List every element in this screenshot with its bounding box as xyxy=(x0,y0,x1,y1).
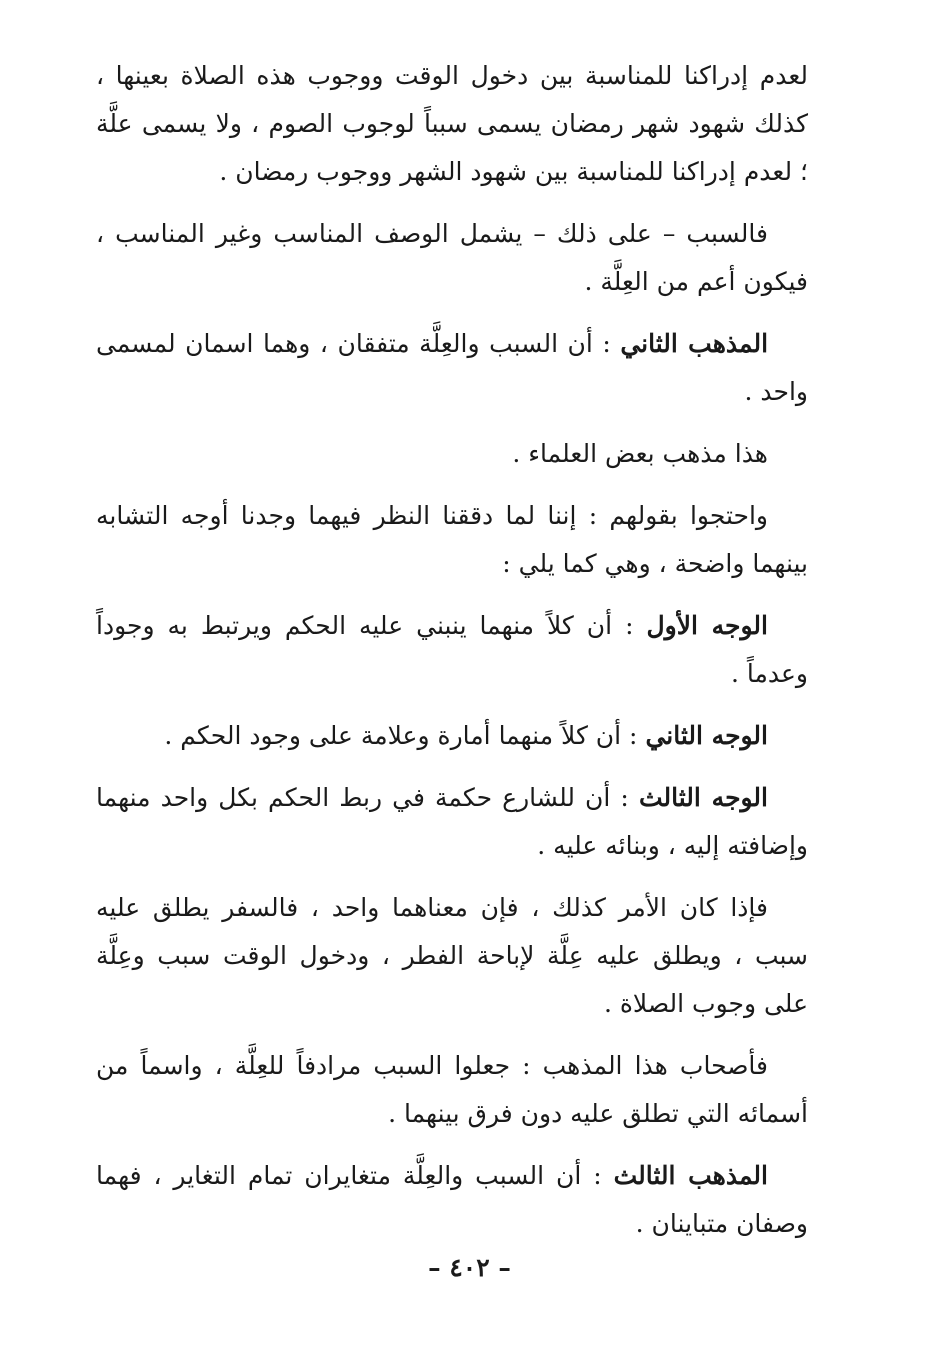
paragraph-11-text: : أن السبب والعِلَّة متغايران تمام التغاير ، فهما وصفان متباينان . xyxy=(96,1161,808,1238)
paragraph-6-text: : أن كلاً منهما ينبني عليه الحكم ويرتبط به وجوداً وعدماً . xyxy=(96,611,808,688)
heading-third-school: المذهب الثالث xyxy=(613,1161,768,1190)
paragraph-3-text: : أن السبب والعِلَّة متفقان ، وهما اسمان لمسمى واحد . xyxy=(96,329,808,406)
heading-second-aspect: الوجه الثاني xyxy=(645,721,768,750)
paragraph-9-text: فإذا كان الأمر كذلك ، فإن معناهما واحد ، فالسفر يطلق عليه سبب ، ويطلق عليه عِلَّة لإباحة الفطر ، ودخول الوقت سبب وعِلَّة على وجوب الصلاة . xyxy=(96,893,808,1018)
paragraph-1 xyxy=(96,52,808,196)
paragraph-10-text: فأصحاب هذا المذهب : جعلوا السبب مرادفاً للعِلَّة ، واسماً من أسمائه التي تطلق عليه دون فرق بينهما . xyxy=(96,1051,808,1128)
paragraph-11 xyxy=(96,1152,808,1248)
heading-second-school: المذهب الثاني xyxy=(620,329,769,358)
paragraph-8 xyxy=(96,774,808,870)
paragraph-9 xyxy=(96,884,808,1028)
paragraph-5 xyxy=(96,492,808,588)
paragraph-5-text: واحتجوا بقولهم : إننا لما دققنا النظر فيهما وجدنا أوجه التشابه بينهما واضحة ، وهي كما يلي : xyxy=(96,501,808,578)
heading-first-aspect: الوجه الأول xyxy=(646,611,768,640)
paragraph-4 xyxy=(96,430,808,478)
paragraph-3 xyxy=(96,320,808,416)
body-text xyxy=(96,52,808,1262)
paragraph-6 xyxy=(96,602,808,698)
paragraph-10 xyxy=(96,1042,808,1138)
paragraph-7-text: : أن كلاً منهما أمارة وعلامة على وجود الحكم . xyxy=(164,721,646,750)
paragraph-4-text: هذا مذهب بعض العلماء . xyxy=(512,439,768,468)
paragraph-7 xyxy=(96,712,808,760)
paragraph-2 xyxy=(96,210,808,306)
paragraph-2-text: فالسبب – على ذلك – يشمل الوصف المناسب وغير المناسب ، فيكون أعم من العِلَّة . xyxy=(96,219,808,296)
page-number: – ٤٠٢ – xyxy=(428,1253,511,1282)
paragraph-8-text: : أن للشارع حكمة في ربط الحكم بكل واحد منهما وإضافته إليه ، وبنائه عليه . xyxy=(96,783,808,860)
heading-third-aspect: الوجه الثالث xyxy=(638,783,768,812)
paragraph-1-text: لعدم إدراكنا للمناسبة بين دخول الوقت ووجوب هذه الصلاة بعينها ، كذلك شهود شهر رمضان يسمى سبباً لوجوب الصوم ، ولا يسمى علَّة ؛ لعدم إدراكنا للمناسبة بين شهود الشهر ووجوب رمضان . xyxy=(96,61,808,186)
